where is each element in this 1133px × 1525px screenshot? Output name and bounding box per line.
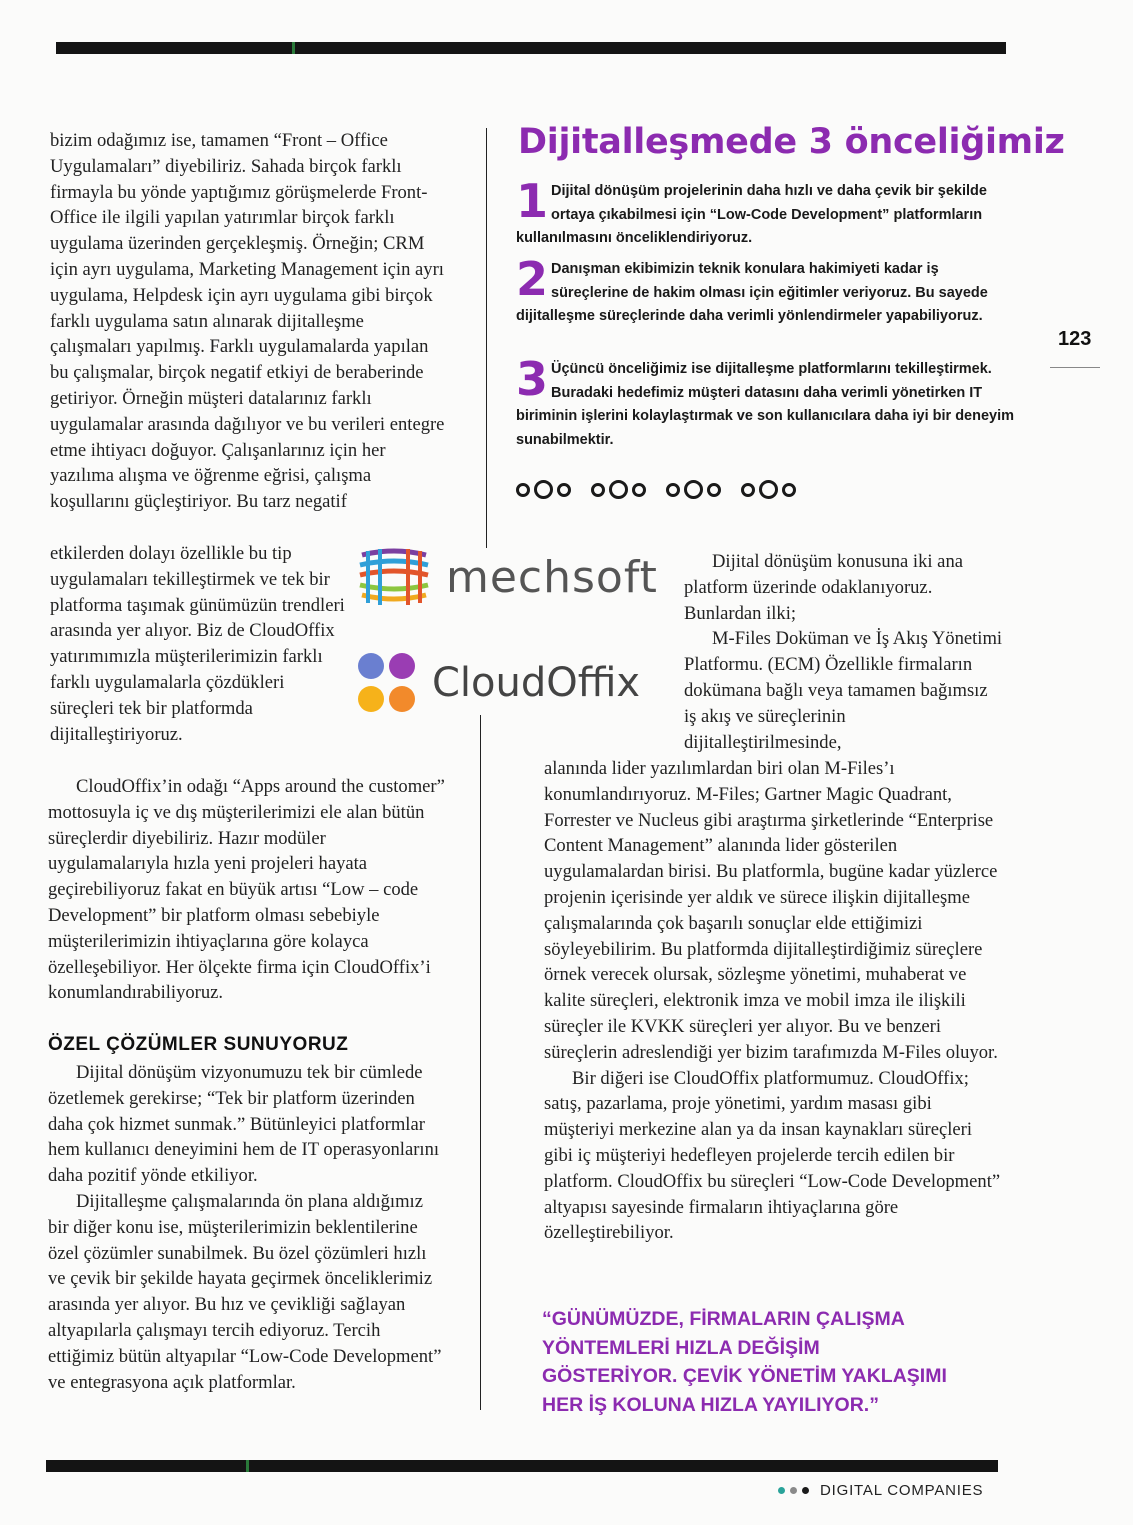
priority-item-2 bbox=[516, 252, 1016, 329]
column-divider-lower bbox=[480, 715, 481, 1410]
ring-group-icon bbox=[741, 480, 796, 499]
priority-number: 2 bbox=[516, 252, 549, 306]
footer-label: DIGITAL COMPANIES bbox=[820, 1482, 984, 1499]
bottom-rule bbox=[46, 1460, 998, 1472]
ring-group-icon bbox=[591, 480, 646, 499]
priority-text: Üçüncü önceliğimiz ise dijitalleşme platformlarını tekilleştirmek. Buradaki hedefimiz müşteri datasını daha verimli yönetirken IT biriminin işlerini kolaylaştırmak ve son kullanıcılara daha iyi bir deneyim sunabilmektir. bbox=[516, 361, 1015, 448]
right-column-narrow bbox=[684, 549, 1004, 755]
priority-number: 3 bbox=[516, 352, 549, 406]
left-paragraph-4: Dijitalleşme çalışmalarında ön plana aldığımız bir diğer konu ise, müşterilerimizin beklentilerine özel çözümler sunabilmek. Bu özel çözümleri hızlı ve çevik bir şekilde hayata geçirmek önceliklerimiz arasında yer alıyor. Bu hız ve çevikliği sağlayan altyapılarla çalışmayı tercih ediyoruz. Tercih ettiğimiz bütün altyapılar “Low-Code Development” ve entegrasyona açık platformlar. bbox=[48, 1190, 442, 1393]
left-column-bottom bbox=[48, 774, 448, 1395]
priority-text: Danışman ekibimizin teknik konulara hakimiyeti kadar iş süreçlerine de hakim olması için eğitimler veriyoruz. Bu sayede dijitalleşme süreçlerinde daha verimli yönlendirmeler yapabiliyoruz. bbox=[516, 261, 988, 324]
priority-item-1 bbox=[516, 174, 1016, 251]
footer-dot-icon bbox=[778, 1487, 785, 1494]
cloudoffix-mark-icon bbox=[356, 650, 418, 716]
left-paragraph-1: bizim odağımız ise, tamamen “Front – Office Uygulamaları” diyebiliriz. Sahada birçok farklı firmayla bu yönde yaptığımız görüşmelerde Front- Office ile ilgili yapılan yatırımlar birçok farklı uygulama üzerinden gerçekleşmiş. Örneğin; CRM için ayrı uygulama, Marketing Management için ayrı uygulama, Helpdesk için ayrı uygulama gibi birçok farklı uygulama satın alınarak dijitalleşme çalışmaları yapılmış. Farklı uygulamalarda yapılan bu çalışmalar, birçok negatif etkiyi de beraberinde getiriyor. Örneğin müşteri datalarınız farklı uygulamalar arasında dağılıyor ve bu verileri entegre etme ihtiyacı doğuyor. Çalışanlarınız için her yazılıma alışma ve öğrenme eğrisi, çalışma koşullarını güçleştiriyor. Bu tarz negatif bbox=[50, 130, 445, 513]
pull-quote: “GÜNÜMÜZDE, FİRMALARIN ÇALIŞMA YÖNTEMLERİ HIZLA DEĞİŞİM GÖSTERİYOR. ÇEVİK YÖNETİM YAKLAŞIMI HER İŞ KOLUNA HIZLA YAYILIYOR.” bbox=[542, 1308, 947, 1416]
top-rule bbox=[56, 42, 1006, 54]
column-divider-upper bbox=[486, 128, 487, 548]
page-number: 123 bbox=[1058, 328, 1092, 350]
mechsoft-wordmark: mechsoft bbox=[446, 551, 658, 603]
priorities-title: Dijitalleşmede 3 önceliğimiz bbox=[518, 122, 1065, 162]
footer-dot-icon bbox=[790, 1487, 797, 1494]
mechsoft-logo bbox=[354, 545, 658, 609]
ring-divider-ornament bbox=[516, 480, 796, 499]
right-column-wide bbox=[544, 756, 1004, 1246]
right-paragraph-2: M-Files Doküman ve İş Akış Yönetimi Platformu. (ECM) Özellikle firmaların dokümana bağlı veya tamamen bağımsız iş akış ve süreçlerinin dijitalleştirilmesinde, bbox=[684, 628, 1003, 753]
ring-group-icon bbox=[666, 480, 721, 499]
left-column-narrow bbox=[50, 541, 350, 747]
ring-group-icon bbox=[516, 480, 571, 499]
mechsoft-mark-icon bbox=[354, 545, 434, 609]
right-paragraph-1: Dijital dönüşüm konusuna iki ana platform üzerinde odaklanıyoruz. Bunlardan ilki; bbox=[684, 551, 963, 624]
footer-dot-icon bbox=[802, 1487, 809, 1494]
footer bbox=[778, 1482, 983, 1499]
left-paragraph-2: CloudOffix’in odağı “Apps around the customer” mottosuyla iç ve dış müşterilerimizi ele alan bütün süreçlerdir diyebiliriz. Hazır modüler uygulamalarıyla hızla yeni projeleri hayata geçirebiliyoruz fakat en büyük artısı “Low – code Development” bir platform olması sebebiyle müşterilerimizin ihtiyaçlarına göre kolayca özelleşebiliyor. Her ölçekte firma için CloudOffix’i konumlandırabiliyoruz. bbox=[48, 776, 445, 1004]
left-column-top bbox=[50, 128, 445, 515]
priority-item-3 bbox=[516, 352, 1016, 452]
left-paragraph-3: Dijital dönüşüm vizyonumuzu tek bir cümlede özetlemek gerekirse; “Tek bir platform üzerinden daha çok hizmet sunmak.” Bütünleyici platformlar hem kullanıcı deneyimini hem de IT operasyonlarını daha pozitif yönde etkiliyor. bbox=[48, 1061, 440, 1187]
cloudoffix-logo bbox=[356, 650, 640, 716]
priority-number: 1 bbox=[516, 174, 549, 228]
right-paragraph-2-continued: alanında lider yazılımlardan biri olan M-Files’ı konumlandırıyoruz. M-Files; Gartner Magic Quadrant, Forrester ve Nucleus gibi araştırma şirketlerinde “Enterprise Content Management” alanında lider gösterilen uygulamalardan birisi. Bu platformla, bugüne kadar yüzlerce projenin içerisinde yer aldık ve sürece ilişkin dijitalleşme çalışmalarında çok başarılı sonuçlar elde ettiğimizi söyleyebilirim. Bu platformda dijitalleştirdiğimiz süreçlere örnek verecek olursak, sözleşme yönetimi, muhaberat ve kalite süreçleri, elektronik imza ve mobil imza ile ilişkili süreçler ile KVKK süreçleri yer alıyor. Bu ve benzeri süreçlerin adreslendiği yer bizim tarafımızda M-Files oluyor. bbox=[544, 758, 998, 1063]
section-heading: ÖZEL ÇÖZÜMLER SUNUYORUZ bbox=[48, 1034, 349, 1056]
right-paragraph-3: Bir diğeri ise CloudOffix platformumuz. CloudOffix; satış, pazarlama, proje yönetimi, yardım masası gibi müşteriyi merkezine alan ya da insan kaynakları süreçleri gibi iç müşteriyi hedefleyen projelerde tercih edilen bir platform. CloudOffix bu süreçleri “Low-Code Development” altyapısı sayesinde firmaların ihtiyaçlarına göre özelleştirebiliyor. bbox=[544, 1067, 1001, 1244]
left-paragraph-1-continued: etkilerden dolayı özellikle bu tip uygulamaları tekilleştirmek ve tek bir platforma taşımak günümüzün trendleri arasında yer alıyor. Biz de CloudOffix yatırımımızla müşterilerimizin farklı farklı uygulamalarla çözdükleri süreçleri tek bir platformda dijitalleştiriyoruz. bbox=[50, 543, 345, 745]
priority-text: Dijital dönüşüm projelerinin daha hızlı ve daha çevik bir şekilde ortaya çıkabilmesi için “Low-Code Development” platformların kullanılmasını önceliklendiriyoruz. bbox=[516, 183, 987, 246]
cloudoffix-wordmark: CloudOffix bbox=[432, 660, 641, 706]
page-number-rule bbox=[1050, 367, 1100, 368]
